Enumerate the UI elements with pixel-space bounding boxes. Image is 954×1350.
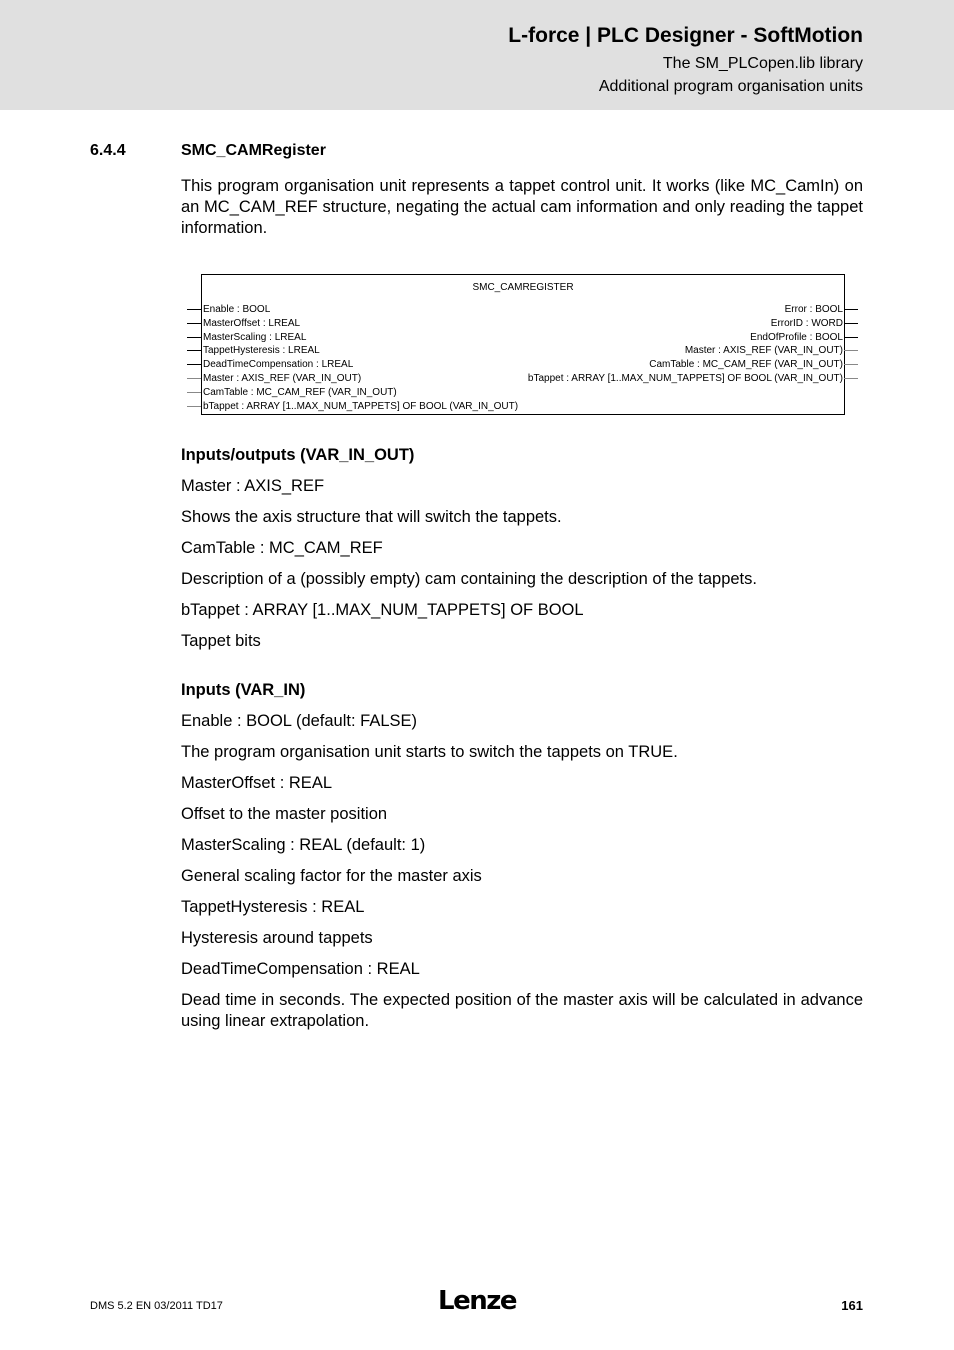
header-title: L-force | PLC Designer - SoftMotion (508, 24, 863, 47)
function-block-diagram (181, 274, 863, 417)
inouts-item: Description of a (possibly empty) cam containing the description of the tappets. (181, 570, 757, 588)
fb-output-pin-line (844, 323, 858, 324)
fb-input-pin: DeadTimeCompensation : LREAL (203, 359, 354, 371)
fb-output-pin: ErrorID : WORD (770, 317, 843, 329)
fb-output-pin: CamTable : MC_CAM_REF (VAR_IN_OUT) (649, 359, 843, 371)
fb-output-pin: Master : AXIS_REF (VAR_IN_OUT) (684, 345, 843, 357)
section-number: 6.4.4 (90, 142, 126, 159)
fb-input-pin: MasterScaling : LREAL (203, 331, 307, 343)
inputs-item: Offset to the master position (181, 805, 388, 823)
fb-input-pin: TappetHysteresis : LREAL (203, 345, 320, 357)
inputs-item: TappetHysteresis : REAL (181, 898, 365, 916)
inouts-item: CamTable : MC_CAM_REF (181, 539, 383, 557)
function-block-name: SMC_CAMREGISTER (472, 282, 574, 293)
footer-page-number: 161 (841, 1298, 863, 1313)
inputs-item: Hysteresis around tappets (181, 929, 373, 947)
fb-input-pin-line (187, 406, 201, 407)
inouts-item: Shows the axis structure that will switch the tappets. (181, 508, 562, 526)
main-content (181, 176, 863, 1032)
fb-output-pin: bTappet : ARRAY [1..MAX_NUM_TAPPETS] OF BOOL (VAR_IN_OUT) (527, 372, 843, 384)
inputs-item: Enable : BOOL (default: FALSE) (181, 712, 418, 730)
inouts-heading: Inputs/outputs (VAR_IN_OUT) (181, 446, 415, 464)
fb-output-pin-line (844, 309, 858, 310)
page-header (0, 0, 954, 110)
fb-output-pin-line (844, 364, 858, 365)
fb-input-pin-line (187, 378, 201, 379)
inputs-list (181, 711, 863, 1032)
lenze-logo: Lenze (438, 1286, 516, 1316)
fb-input-pin: Master : AXIS_REF (VAR_IN_OUT) (203, 372, 362, 384)
inputs-item: MasterScaling : REAL (default: 1) (181, 836, 426, 854)
inputs-item: DeadTimeCompensation : REAL (181, 960, 420, 978)
inouts-list (181, 476, 863, 652)
fb-input-pin: bTappet : ARRAY [1..MAX_NUM_TAPPETS] OF BOOL (VAR_IN_OUT) (203, 400, 519, 412)
fb-input-pin: Enable : BOOL (203, 304, 271, 315)
fb-output-pin-line (844, 350, 858, 351)
fb-input-pin-line (187, 337, 201, 338)
function-block-inputs (203, 303, 518, 413)
fb-input-pin-line (187, 323, 201, 324)
section-title: SMC_CAMRegister (181, 142, 326, 159)
fb-input-pin: MasterOffset : LREAL (203, 317, 301, 329)
fb-input-pin-line (187, 364, 201, 365)
fb-input-pin-line (187, 309, 201, 310)
fb-output-pin: EndOfProfile : BOOL (750, 331, 843, 343)
header-subtitle-library: The SM_PLCopen.lib library (662, 55, 863, 72)
inputs-item: MasterOffset : REAL (181, 774, 332, 792)
fb-input-pin-line (187, 392, 201, 393)
inouts-item: Master : AXIS_REF (181, 477, 325, 495)
inputs-heading: Inputs (VAR_IN) (181, 681, 306, 699)
function-block-outputs (528, 303, 843, 386)
inputs-item: General scaling factor for the master axis (181, 867, 482, 885)
footer-doc-ref: DMS 5.2 EN 03/2011 TD17 (90, 1300, 223, 1312)
inputs-item: Dead time in seconds. The expected position of the master axis will be calculated in advance using linear extrapolation. (181, 991, 863, 1030)
fb-input-pin-line (187, 350, 201, 351)
fb-input-pin: CamTable : MC_CAM_REF (VAR_IN_OUT) (203, 386, 397, 398)
inputs-item: The program organisation unit starts to switch the tappets on TRUE. (181, 743, 678, 761)
inouts-item: bTappet : ARRAY [1..MAX_NUM_TAPPETS] OF BOOL (181, 601, 584, 619)
fb-output-pin-line (844, 378, 858, 379)
fb-output-pin-line (844, 337, 858, 338)
intro-paragraph: This program organisation unit represents a tappet control unit. It works (like MC_CamIn) on an MC_CAM_REF structure, negating the actual cam information and only reading the tappet information. (181, 177, 863, 237)
header-subtitle-chapter: Additional program organisation units (598, 78, 863, 95)
inouts-item: Tappet bits (181, 632, 261, 650)
function-block-box (201, 274, 845, 415)
fb-output-pin: Error : BOOL (784, 304, 843, 315)
